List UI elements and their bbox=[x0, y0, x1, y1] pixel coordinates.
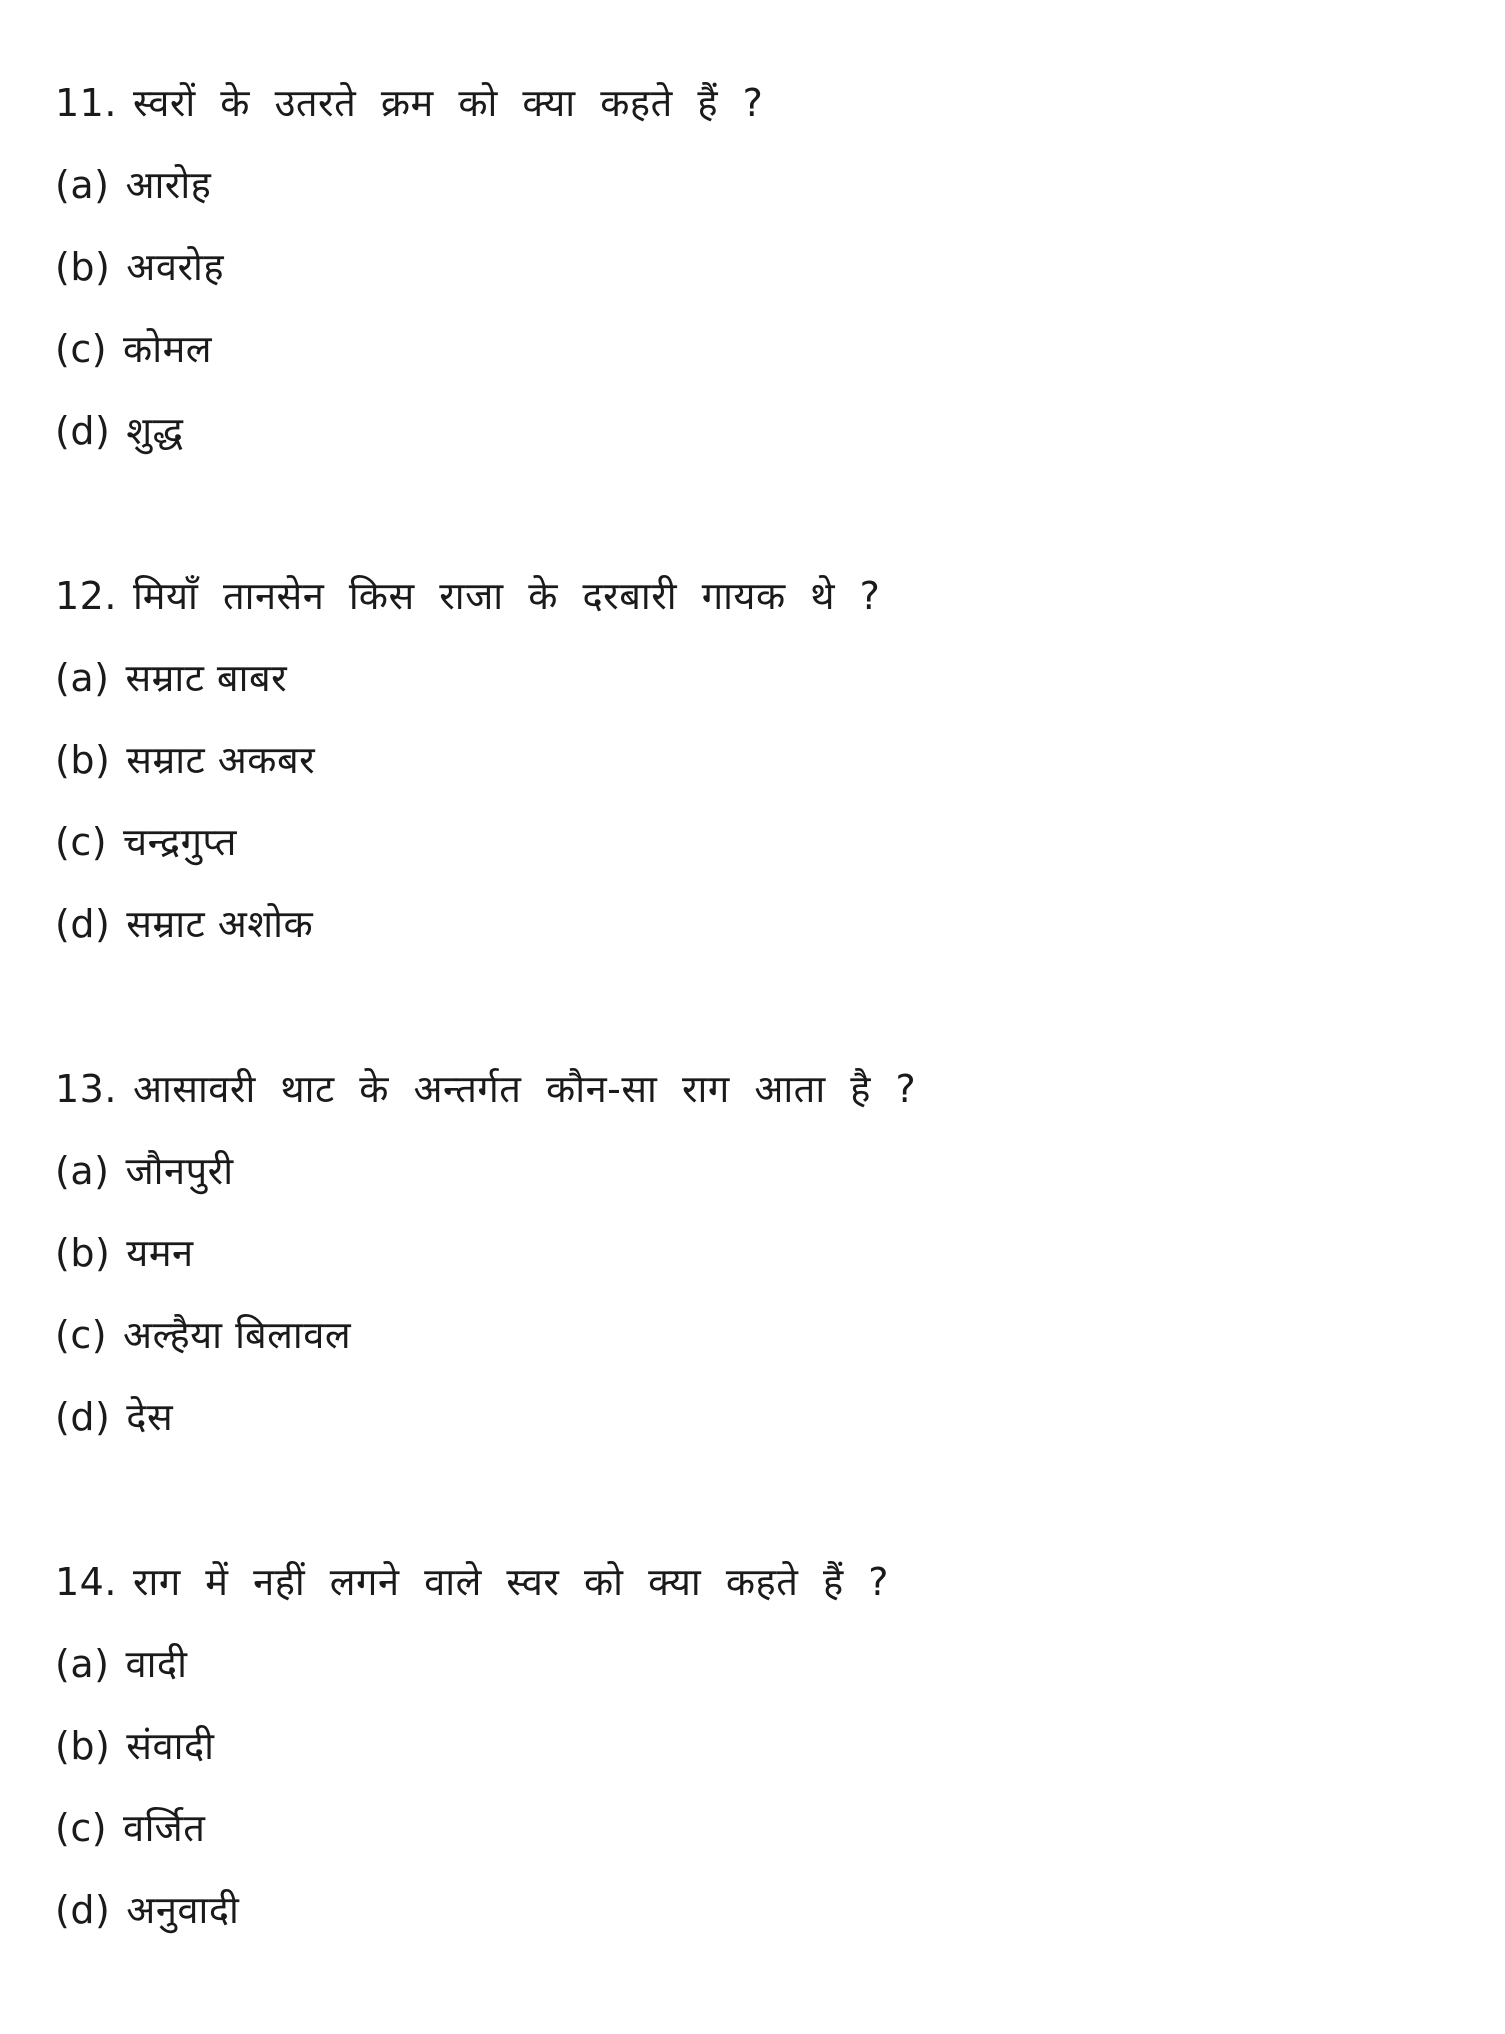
option-text: अल्हैया बिलावल bbox=[123, 1313, 352, 1357]
question-text: राग में नहीं लगने वाले स्वर को क्या कहते हैं ? bbox=[132, 1560, 889, 1604]
option-b bbox=[55, 1212, 1455, 1294]
question-text-line bbox=[55, 62, 1455, 144]
option-d bbox=[55, 390, 1455, 472]
question-text: मियाँ तानसेन किस राजा के दरबारी गायक थे ? bbox=[132, 574, 881, 618]
option-c bbox=[55, 308, 1455, 390]
question-text-line bbox=[55, 1048, 1455, 1130]
option-key: (a) bbox=[55, 656, 110, 700]
option-key: (a) bbox=[55, 1642, 110, 1686]
question-14 bbox=[55, 1541, 1455, 1951]
option-a bbox=[55, 637, 1455, 719]
option-text: सम्राट अकबर bbox=[126, 738, 316, 782]
option-key: (c) bbox=[55, 327, 108, 371]
option-a bbox=[55, 1623, 1455, 1705]
option-key: (c) bbox=[55, 820, 108, 864]
option-c bbox=[55, 1294, 1455, 1376]
option-a bbox=[55, 144, 1455, 226]
question-number: 14. bbox=[55, 1560, 117, 1604]
option-d bbox=[55, 883, 1455, 965]
option-key: (c) bbox=[55, 1313, 108, 1357]
option-text: देस bbox=[126, 1395, 174, 1439]
question-12 bbox=[55, 555, 1455, 965]
option-text: सम्राट अशोक bbox=[126, 902, 314, 946]
option-text: सम्राट बाबर bbox=[125, 656, 288, 700]
option-key: (b) bbox=[55, 245, 111, 289]
option-b bbox=[55, 719, 1455, 801]
option-text: वादी bbox=[125, 1642, 188, 1686]
option-text: जौनपुरी bbox=[125, 1149, 234, 1193]
question-number: 12. bbox=[55, 574, 117, 618]
option-key: (d) bbox=[55, 1888, 111, 1932]
option-key: (b) bbox=[55, 1231, 111, 1275]
option-key: (a) bbox=[55, 1149, 110, 1193]
option-text: वर्जित bbox=[123, 1806, 206, 1850]
question-text-line bbox=[55, 555, 1455, 637]
question-text: आसावरी थाट के अन्तर्गत कौन-सा राग आता है ? bbox=[132, 1067, 917, 1111]
option-d bbox=[55, 1869, 1455, 1951]
option-b bbox=[55, 226, 1455, 308]
option-text: अवरोह bbox=[126, 245, 225, 289]
option-key: (a) bbox=[55, 163, 110, 207]
question-13 bbox=[55, 1048, 1455, 1458]
option-text: कोमल bbox=[123, 327, 213, 371]
option-text: चन्द्रगुप्त bbox=[123, 820, 237, 864]
option-key: (d) bbox=[55, 409, 111, 453]
question-11 bbox=[55, 62, 1455, 472]
option-d bbox=[55, 1376, 1455, 1458]
option-key: (b) bbox=[55, 1724, 111, 1768]
option-c bbox=[55, 1787, 1455, 1869]
question-text: स्वरों के उतरते क्रम को क्या कहते हैं ? bbox=[132, 81, 764, 125]
option-a bbox=[55, 1130, 1455, 1212]
option-text: यमन bbox=[126, 1231, 194, 1275]
question-number: 11. bbox=[55, 81, 117, 125]
option-text: आरोह bbox=[125, 163, 212, 207]
option-key: (d) bbox=[55, 1395, 111, 1439]
option-key: (c) bbox=[55, 1806, 108, 1850]
option-text: अनुवादी bbox=[126, 1888, 240, 1932]
question-number: 13. bbox=[55, 1067, 117, 1111]
option-text: शुद्ध bbox=[126, 409, 184, 453]
option-b bbox=[55, 1705, 1455, 1787]
option-key: (d) bbox=[55, 902, 111, 946]
option-text: संवादी bbox=[126, 1724, 215, 1768]
option-c bbox=[55, 801, 1455, 883]
question-text-line bbox=[55, 1541, 1455, 1623]
option-key: (b) bbox=[55, 738, 111, 782]
